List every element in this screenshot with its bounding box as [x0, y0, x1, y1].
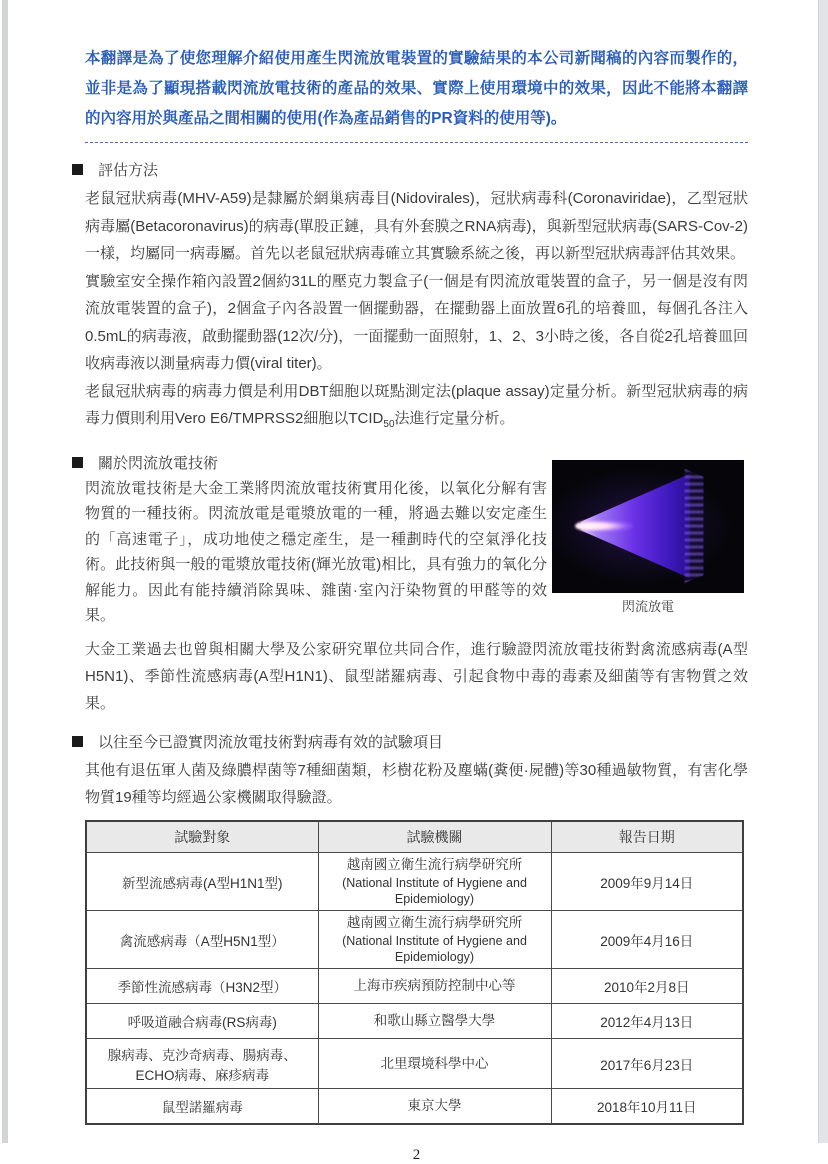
cell-organization — [318, 911, 551, 969]
streamer-discharge-photo — [552, 460, 744, 593]
plasma-bright-core — [575, 519, 633, 534]
org-name-zh: 上海市疾病預防控制中心等 — [353, 978, 516, 994]
page-right-edge — [818, 0, 828, 1143]
table-row — [86, 1089, 743, 1124]
cell-organization — [318, 969, 551, 1004]
cell-date: 2009年9月14日 — [551, 853, 743, 911]
streamer-discharge-figure — [552, 460, 744, 615]
table-row — [86, 1004, 743, 1039]
page-left-edge — [2, 0, 8, 1143]
org-name-zh: 和歌山縣立醫學大學 — [373, 1013, 496, 1029]
section-title-technology: 關於閃流放電技術 — [98, 454, 219, 472]
cell-subject: 鼠型諾羅病毒 — [86, 1089, 318, 1124]
table-row — [86, 1039, 743, 1089]
table-row — [86, 969, 743, 1004]
translation-disclaimer: 本翻譯是為了使您理解介紹使用產生閃流放電裝置的實驗結果的本公司新聞稿的內容而製作的，並非是為了顯現搭載閃流放電技術的產品的效果、實際上使用環境中的效果，因此不能將本翻譯的內容用於與產品之間相關的使用(作為產品銷售的PR資料的使用等)。 — [85, 50, 748, 127]
cell-organization — [318, 853, 551, 911]
table-row — [86, 911, 743, 969]
tcid50-subscript: 50 — [383, 419, 395, 430]
method-paragraph-1: 老鼠冠狀病毒(MHV-A59)是隸屬於網巢病毒目(Nidovirales)，冠狀病毒科(Coronaviridae)，乙型冠狀病毒屬(Betacoronavirus)的病毒(單股正鏈，具有外套膜之RNA病毒)，與新型冠狀病毒(SARS-Cov-2)一樣，均屬同一病毒屬。首先以老鼠冠狀病毒確立其實驗系統之後，再以新型冠狀病毒評估其效果。 — [85, 190, 748, 262]
cell-organization — [318, 1089, 551, 1124]
org-name-zh: 越南國立衛生流行病學研究所 — [346, 857, 523, 873]
cell-date: 2018年10月11日 — [551, 1089, 743, 1124]
test-results-table — [85, 820, 744, 1125]
tests-intro-paragraph: 其他有退伍軍人菌及綠膿桿菌等7種細菌類，杉樹花粉及塵蟎(糞便·屍體)等30種過敏物質，有害化學物質19種等均經過公家機關取得驗證。 — [85, 761, 748, 806]
column-header-organization: 試驗機關 — [318, 821, 551, 853]
square-bullet-icon — [72, 457, 83, 468]
plasma-streamer-filaments — [684, 469, 703, 583]
figure-caption: 閃流放電 — [621, 598, 674, 614]
cell-date: 2009年4月16日 — [551, 911, 743, 969]
cell-date: 2010年2月8日 — [551, 969, 743, 1004]
table-row — [86, 853, 743, 911]
method-paragraph-3-text: 老鼠冠狀病毒的病毒力價是利用DBT細胞以斑點測定法(plaque assay)定量分析。新型冠狀病毒的病毒力價則利用Vero E6/TMPRSS2細胞以TCID — [85, 382, 748, 427]
cell-organization — [318, 1039, 551, 1089]
section-title-tests: 以往至今已證實閃流放電技術對病毒有效的試驗項目 — [98, 733, 444, 751]
cell-date: 2017年6月23日 — [551, 1039, 743, 1089]
section-heading-tests — [72, 731, 748, 752]
square-bullet-icon — [72, 164, 83, 175]
column-header-subject: 試驗對象 — [86, 821, 318, 853]
org-name-zh: 北里環境科學中心 — [380, 1055, 489, 1071]
org-name-zh: 越南國立衛生流行病學研究所 — [346, 915, 523, 931]
technology-paragraph-1: 閃流放電技術是大金工業將閃流放電技術實用化後，以氧化分解有害物質的一種技術。閃流放電是電漿放電的一種，將過去難以安定產生的「高速電子」，成功地使之穩定產生，是一種劃時代的空氣淨化技術。此技術與一般的電漿放電技術(輝光放電)相比，具有強力的氧化分解能力。因此有能持續消除異味、雜菌·室內汙染物質的甲醛等的效果。 — [85, 479, 547, 624]
page-number: 2 — [412, 1146, 421, 1163]
cell-organization — [318, 1004, 551, 1039]
cell-subject: 季節性流感病毒（H3N2型） — [86, 969, 318, 1004]
cell-subject: 禽流感病毒（A型H5N1型） — [86, 911, 318, 969]
section-title-method: 評估方法 — [98, 162, 159, 179]
cell-subject: 新型流感病毒(A型H1N1型) — [86, 853, 318, 911]
cell-date: 2012年4月13日 — [551, 1004, 743, 1039]
section-heading-method — [72, 159, 748, 180]
dashed-separator — [85, 142, 748, 143]
square-bullet-icon — [72, 736, 83, 747]
org-name-zh: 東京大學 — [407, 1097, 462, 1113]
method-paragraph-3 — [85, 378, 748, 439]
technology-paragraph-2: 大金工業過去也曾與相關大學及公家研究單位共同合作，進行驗證閃流放電技術對禽流感病毒(A型H5N1)、季節性流感病毒(A型H1N1)、鼠型諾羅病毒、引起食物中毒的毒素及細菌等有害物質之效果。 — [85, 640, 748, 712]
technology-body — [85, 476, 748, 717]
column-header-date: 報告日期 — [551, 821, 743, 853]
org-name-en: (National Institute of Hygiene and Epidemiology) — [342, 876, 527, 907]
method-paragraph-3-tail: 法進行定量分析。 — [394, 410, 515, 427]
cell-subject: 呼吸道融合病毒(RS病毒) — [86, 1004, 318, 1039]
method-paragraph-2: 實驗室安全操作箱內設置2個約31L的壓克力製盒子(一個是有閃流放電裝置的盒子，另一個是沒有閃流放電裝置的盒子)，2個盒子內各設置一個擺動器，在擺動器上面放置6孔的培養皿，每個孔各注入0.5mL的病毒液，啟動擺動器(12次/分)，一面擺動一面照射，1、2、3小時之後，各自從2孔培養皿回收病毒液以測量病毒力價(viral titer)。 — [85, 272, 748, 372]
table-header-row — [86, 821, 743, 853]
org-name-en: (National Institute of Hygiene and Epidemiology) — [342, 934, 527, 965]
cell-subject: 腺病毒、克沙奇病毒、腸病毒、ECHO病毒、麻疹病毒 — [86, 1039, 318, 1089]
